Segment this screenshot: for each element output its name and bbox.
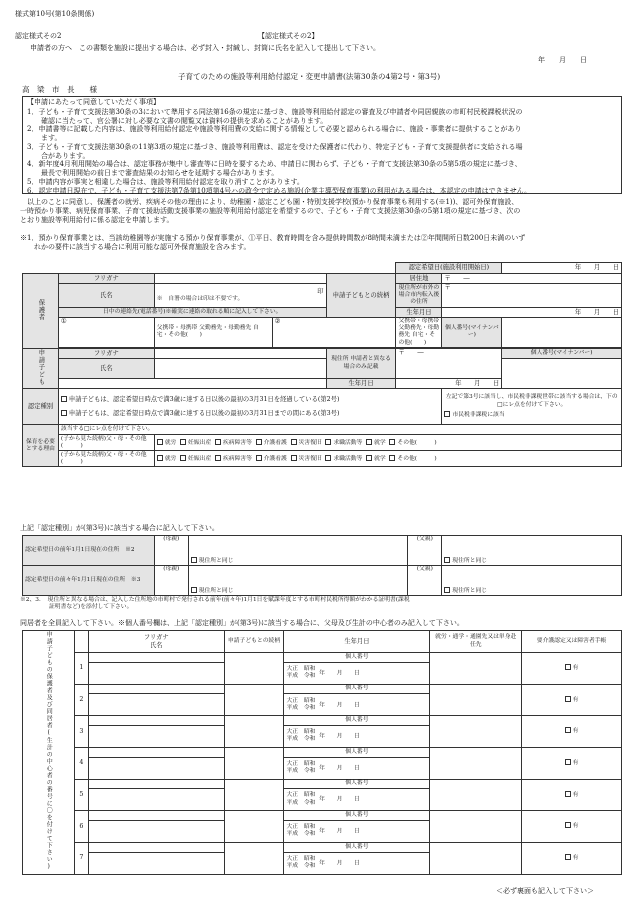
reason-ill-label: 疾病障害等 <box>222 455 252 462</box>
member-furigana-field[interactable] <box>88 779 224 789</box>
consent-line: 最長で利用開始の前日まで審査結果のお知らせを延期する場合があります。 <box>27 169 279 177</box>
reason-other-checkbox[interactable] <box>389 439 395 445</box>
reason-work-checkbox[interactable] <box>157 455 163 461</box>
consent-line: 確認に当たって、官公署に対し必要な文書の閲覧又は資料の提供を求めることがあります。 <box>27 116 328 125</box>
h-relation: 申請子どもとの続柄 <box>224 631 284 653</box>
care-label: 有 <box>572 665 579 672</box>
member-work-field[interactable] <box>430 842 522 874</box>
member-ymd: 年 月 日 <box>319 828 360 835</box>
h-name: 氏名 <box>149 641 163 649</box>
member-work-field[interactable] <box>430 779 522 811</box>
desired-date-field[interactable]: 年 月 日 <box>502 263 622 274</box>
reason-disaster-checkbox[interactable] <box>291 439 297 445</box>
member-name-field[interactable] <box>88 694 224 716</box>
child-furigana-label: フリガナ <box>58 348 154 358</box>
member-mynumber-label: 個人番号 <box>284 779 430 789</box>
footer-note: ＜必ず裏面も記入して下さい＞ <box>496 887 594 895</box>
consent-box <box>22 96 622 194</box>
child-birth-label: 生年月日 <box>326 379 396 389</box>
father-same-label: 現住所と同じ <box>452 557 488 564</box>
child-address-label: 現住所 申請者と異なる場合のみ記載 <box>326 348 396 378</box>
consent-heading: 【申請にあたって同意していただく事項】 <box>27 98 160 106</box>
application-table <box>22 262 622 467</box>
era-line: 大正 昭和 <box>286 855 316 862</box>
member-work-field[interactable] <box>430 684 522 716</box>
era-line: 平成 令和 <box>286 704 316 711</box>
reason-ill-checkbox[interactable] <box>215 455 221 461</box>
phone-1-kind: 父携帯・母携帯 父勤務先・母勤務先 自宅・その他( ) <box>154 318 272 348</box>
reason-job-checkbox[interactable] <box>325 455 331 461</box>
father-same-label: 現住所と同じ <box>452 587 488 594</box>
reason-ill-checkbox[interactable] <box>215 439 221 445</box>
reason-work-checkbox[interactable] <box>157 439 163 445</box>
section2-lead: 上記「認定種別」が(第3号)に該当する場合に記入して下さい。 <box>20 524 219 532</box>
reason-note: 該当する□にレ点を付けて下さい。 <box>58 425 621 435</box>
care-checkbox[interactable] <box>565 791 571 797</box>
prev-year-label: 認定希望日の前年1月1日現在の住所 ※2 <box>23 536 155 566</box>
document-title: 子育てのための施設等利用給付認定・変更申請書(法第30条の4第2号・第3号) <box>178 72 441 81</box>
member-furigana-field[interactable] <box>88 684 224 694</box>
member-ymd: 年 月 日 <box>319 733 360 740</box>
h-care: 要介護認定又は障害者手帳 <box>522 631 622 653</box>
member-name-field[interactable] <box>88 725 224 747</box>
era-line: 大正 昭和 <box>286 729 316 736</box>
guardian-birth-field[interactable]: 年 月 日 <box>442 308 622 318</box>
member-mynumber-label: 個人番号 <box>284 747 430 757</box>
cert-3-checkbox[interactable] <box>61 410 67 416</box>
era-line: 平成 令和 <box>286 831 316 838</box>
care-label: 有 <box>572 791 579 798</box>
member-mynumber-label: 個人番号 <box>284 716 430 726</box>
member-furigana-field[interactable] <box>88 653 224 663</box>
contact-note: 日中の連絡先(電話番号)※確実に連絡の取れる順に記入して下さい。 <box>58 308 326 318</box>
child-name-label: 氏名 <box>58 358 154 378</box>
residence-field[interactable]: 〒 ― <box>442 274 622 284</box>
care-checkbox[interactable] <box>565 727 571 733</box>
consent-list <box>23 108 621 196</box>
reason-preg-label: 妊娠出産 <box>188 455 212 462</box>
h-work: 就労・通学・通園先又は単身赴任先 <box>430 631 522 653</box>
member-ymd: 年 月 日 <box>319 860 360 867</box>
child-furigana-field[interactable] <box>154 348 326 358</box>
reason-work-label: 就労 <box>164 455 177 462</box>
intro-text <box>20 198 520 224</box>
member-ymd: 年 月 日 <box>319 765 360 772</box>
mother-label: (母親) <box>154 566 188 596</box>
reason-label: 保育を必要とする理由 <box>23 425 59 467</box>
reason-work-label: 就労 <box>164 439 177 446</box>
phone-2-kind: 父携帯・母携帯 父勤務先・母勤務先 自宅・その他( ) <box>396 318 442 348</box>
intro-line: 一時預かり事業、病児保育事業、子育て援助活動支援事業の施設等利用給付認定を希望するので、子ども・子育て支援法第30条の5第1項の規定に基づき、次の <box>20 206 521 215</box>
care-label: 有 <box>572 823 579 830</box>
member-work-field[interactable] <box>430 653 522 685</box>
care-label: 有 <box>572 855 579 862</box>
seal-note: ※ 自署の場合は印は不要です。 <box>156 295 244 302</box>
prev-prev-year-label: 認定希望日の前々年1月1日現在の住所 ※3 <box>23 566 155 596</box>
member-furigana-field[interactable] <box>88 716 224 726</box>
reason-care-label: 介護看護 <box>263 455 287 462</box>
h-birth: 生年月日 <box>284 631 430 653</box>
care-label: 有 <box>572 728 579 735</box>
note-line: ※2、3． 現住所と異なる場合は、記入した住所地の市町村で発行される前年(前々年)1月1日を賦課年度とする市町村民税所得額がわかる証明書(課税 <box>20 597 410 603</box>
moving-address-label: 現住所が市外の場合市内転入後の住所 <box>396 284 442 308</box>
mynumber-label: 個人番号(マイナンバー) <box>442 318 502 348</box>
reason-care-label: 介護看護 <box>263 439 287 446</box>
era-line: 平成 令和 <box>286 673 316 680</box>
addressee: 高 梁 市 長 様 <box>22 85 97 94</box>
tax-exempt-label: 市民税非課税に該当 <box>452 411 505 418</box>
member-birth-field[interactable] <box>284 725 430 747</box>
reason-job-label: 求職活動等 <box>333 439 363 446</box>
child-address-field[interactable]: 〒 ― <box>396 348 502 378</box>
member-furigana-field[interactable] <box>88 842 224 852</box>
relation-label: 申請子どもとの続柄 <box>326 274 396 318</box>
member-relation-field[interactable] <box>224 842 284 874</box>
reason-study-checkbox[interactable] <box>366 455 372 461</box>
reason-study-checkbox[interactable] <box>366 439 372 445</box>
seal-mark: 印 <box>317 287 324 295</box>
furigana-label: フリガナ <box>58 274 154 284</box>
era-line: 大正 昭和 <box>286 824 316 831</box>
member-relation-field[interactable] <box>224 779 284 811</box>
form-kind-center: 【認定様式その2】 <box>258 32 319 40</box>
era-line: 平成 令和 <box>286 736 316 743</box>
member-mynumber-label: 個人番号 <box>284 684 430 694</box>
application-date: 年 月 日 <box>538 56 587 64</box>
reason-disaster-checkbox[interactable] <box>291 455 297 461</box>
consent-line: 合があります。 <box>27 151 90 160</box>
intro-line: 以上のことに同意し、保護者の就労、疾病その他の理由により、幼稚園・認定こども園・特別支援学校(預かり保育事業も利用する(※1))、認可外保育施設、 <box>20 198 519 206</box>
era-line: 平成 令和 <box>286 863 316 869</box>
reason-other-label: その他( ) <box>397 455 437 462</box>
reason-disaster-label: 災害復旧 <box>298 439 322 446</box>
care-checkbox[interactable] <box>565 854 571 860</box>
member-relation-field[interactable] <box>224 653 284 685</box>
era-line: 大正 昭和 <box>286 760 316 767</box>
member-relation-field[interactable] <box>224 811 284 843</box>
member-furigana-field[interactable] <box>88 747 224 757</box>
era-line: 平成 令和 <box>286 799 316 806</box>
member-birth-field[interactable] <box>284 852 430 874</box>
tax-exempt-checkbox[interactable] <box>444 411 450 417</box>
member-name-field[interactable] <box>88 757 224 779</box>
reason-study-label: 就学 <box>374 439 386 446</box>
member-number[interactable]: 6 <box>74 811 88 843</box>
cert-type-label: 認定種別 <box>23 389 59 425</box>
note-line: ※1．預かり保育事業とは、当該幼稚園等が実施する預かり保育事業が、①平日、教育時間を含み提供時間数が8時間未満または②年間開所日数200日未満のいず <box>20 234 526 242</box>
member-number[interactable]: 2 <box>74 684 88 716</box>
child-mynumber-label: 個人番号(マイナンバー) <box>502 348 622 358</box>
reason-job-checkbox[interactable] <box>325 439 331 445</box>
previous-address-table <box>22 535 622 596</box>
cert-side-note: 左記で第3号に該当し、市民税非課税世帯に該当する場合は、下の□にレ点を付けて下さい。 <box>445 394 618 408</box>
section2-note <box>20 597 410 611</box>
reason-preg-label: 妊娠出産 <box>188 439 212 446</box>
member-ymd: 年 月 日 <box>319 797 360 804</box>
mother-same-checkbox[interactable] <box>191 587 197 593</box>
consent-line: 3．子ども・子育て支援法第30条の11第3項の規定に基づき、施設等利用費は、認定を受けた保護者に代わり、特定子ども・子育て支援提供者に支給される場 <box>27 142 523 151</box>
reason-study-label: 就学 <box>374 455 386 462</box>
consent-line: 6．認定申請日現在で、子ども・子育て支援法第7条第10項第4号ハの政令で定める施設(企業主導型保育事業)の利用がある場合は、本認定の申請はできません。 <box>27 186 532 195</box>
member-relation-field[interactable] <box>224 684 284 716</box>
member-mynumber-label: 個人番号 <box>284 811 430 821</box>
era-line: 平成 令和 <box>286 768 316 775</box>
note-line: れかの要件に該当する場合に利用可能な認可外保育施設を含みます。 <box>20 242 251 251</box>
guardian-furigana-field[interactable] <box>154 274 326 284</box>
consent-line: 1．子ども・子育て支援法第30条の3において準用する同法第16条の規定に基づき、施設等利用給付認定の審査及び申請者や同居親族の市町村民税課税状況の <box>27 107 523 116</box>
form-kind: 認定様式その2 <box>15 32 62 40</box>
reason-care-checkbox[interactable] <box>256 439 262 445</box>
child-mynumber-field[interactable] <box>502 358 622 388</box>
member-work-field[interactable] <box>430 811 522 843</box>
member-birth-field[interactable] <box>284 820 430 842</box>
reason-ill-label: 疾病障害等 <box>222 439 252 446</box>
household-side-label: 申請子どもの保護者及び同居者(生計の中心者の番号に〇を付けて下さい) <box>45 631 53 871</box>
member-furigana-field[interactable] <box>88 811 224 821</box>
household-table <box>22 630 622 875</box>
member-ymd: 年 月 日 <box>319 670 360 677</box>
father-label: (父親) <box>408 536 442 566</box>
member-birth-field[interactable] <box>284 757 430 779</box>
mother-same-label: 現住所と同じ <box>198 557 234 564</box>
child-name-field[interactable] <box>154 358 326 378</box>
member-ymd: 年 月 日 <box>319 702 360 709</box>
consent-line: 4．新年度4月利用開始の場合は、認定事務が集中し審査等に日時を要するため、申請日に関わらず、子ども・子育て支援法第30条の5第5項の規定に基づき、 <box>27 160 522 169</box>
mother-same-checkbox[interactable] <box>191 557 197 563</box>
member-number[interactable]: 4 <box>74 747 88 779</box>
reason-other-checkbox[interactable] <box>389 455 395 461</box>
note-1 <box>20 234 525 252</box>
child-label: 申請子ども <box>37 348 45 386</box>
member-name-field[interactable] <box>88 789 224 811</box>
care-checkbox[interactable] <box>565 696 571 702</box>
moving-address-field[interactable]: 〒 <box>442 284 622 308</box>
member-number[interactable]: 5 <box>74 779 88 811</box>
reason-person-2[interactable]: (子から見た続柄)父・母・その他( ) <box>58 451 154 467</box>
member-birth-field[interactable] <box>284 789 430 811</box>
reason-other-label: その他( ) <box>397 439 437 446</box>
consent-line: 5．申請内容が事実と相違した場合は、施設等利用給付認定を取り消すことがあります。 <box>27 177 304 186</box>
member-mynumber-label: 個人番号 <box>284 653 430 663</box>
mother-label: (母親) <box>154 536 188 566</box>
name-label: 氏名 <box>58 284 154 308</box>
guardian-label: 保護者 <box>37 298 45 321</box>
birth-label: 生年月日 <box>396 308 442 318</box>
care-checkbox[interactable] <box>565 759 571 765</box>
residence-label: 居住地 <box>396 274 442 284</box>
form-number: 様式第10号(第10条関係) <box>15 10 95 18</box>
h-furigana: フリガナ <box>143 633 169 641</box>
mother-same-label: 現住所と同じ <box>198 587 234 594</box>
reason-options-1 <box>154 435 621 451</box>
care-checkbox[interactable] <box>565 822 571 828</box>
cert-options <box>58 389 442 425</box>
era-line: 大正 昭和 <box>286 697 316 704</box>
desired-date-label: 認定希望日(施設利用開始日) <box>396 263 502 274</box>
reason-job-label: 求職活動等 <box>333 455 363 462</box>
member-number[interactable]: 1 <box>74 653 88 685</box>
father-same-checkbox[interactable] <box>444 587 450 593</box>
cert-3-label: 申請子どもは、認定希望日時点で満3歳に達する日以後の最初の3月31日までの間にある(第3号) <box>68 409 340 417</box>
care-label: 有 <box>572 696 579 703</box>
member-mynumber-label: 個人番号 <box>284 842 430 852</box>
member-work-field[interactable] <box>430 747 522 779</box>
consent-line: 2．申請書等に記載した内容は、施設等利用給付認定や施設等利用費の支給に関する情報として必要と認められる場合に、施設・事業者に提供することがあり <box>27 125 522 134</box>
reason-person-1[interactable]: (子から見た続柄)父・母・その他( ) <box>58 435 154 451</box>
reason-care-checkbox[interactable] <box>256 455 262 461</box>
section3-lead: 同居者を全員記入して下さい。※個人番号欄は、上記「認定種別」が(第3号)に該当する場合に、父母及び生計の中心者のみ記入して下さい。 <box>20 619 464 627</box>
era-line: 大正 昭和 <box>286 792 316 799</box>
father-same-checkbox[interactable] <box>444 557 450 563</box>
note-line: 証明書など)を添付して下さい。 <box>20 604 133 611</box>
phone-2-field[interactable]: ② <box>272 318 396 348</box>
member-birth-field[interactable] <box>284 662 430 684</box>
instruction-text: 申請者の方へ この書類を施設に提出する場合は、必ず封入・封緘し、封筒に氏名を記入して提出して下さい。 <box>30 44 380 52</box>
member-birth-field[interactable] <box>284 694 430 716</box>
care-checkbox[interactable] <box>565 664 571 670</box>
reason-disaster-label: 災害復旧 <box>298 455 322 462</box>
child-birth-field[interactable]: 年 月 日 <box>396 379 502 389</box>
guardian-mynumber-field[interactable] <box>502 318 622 348</box>
reason-options-2 <box>154 451 621 467</box>
consent-line: ます。 <box>27 134 62 142</box>
member-number[interactable]: 7 <box>74 842 88 874</box>
guardian-name-field[interactable] <box>154 284 326 308</box>
member-work-field[interactable] <box>430 716 522 748</box>
era-line: 大正 昭和 <box>286 665 316 672</box>
intro-line: とおり施設等利用給付に係る認定を申請します。 <box>20 215 174 224</box>
member-name-field[interactable] <box>88 662 224 684</box>
cert-2-checkbox[interactable] <box>61 396 67 402</box>
member-relation-field[interactable] <box>224 716 284 748</box>
reason-preg-checkbox[interactable] <box>180 455 186 461</box>
member-number[interactable]: 3 <box>74 716 88 748</box>
member-relation-field[interactable] <box>224 747 284 779</box>
care-label: 有 <box>572 760 579 767</box>
member-name-field[interactable] <box>88 820 224 842</box>
phone-1-field[interactable]: ① <box>58 318 154 348</box>
member-name-field[interactable] <box>88 852 224 874</box>
reason-preg-checkbox[interactable] <box>180 439 186 445</box>
cert-2-label: 申請子どもは、認定希望日時点で満3歳に達する日以後の最初の3月31日を経過している(第2号) <box>68 395 340 403</box>
father-label: (父親) <box>408 566 442 596</box>
